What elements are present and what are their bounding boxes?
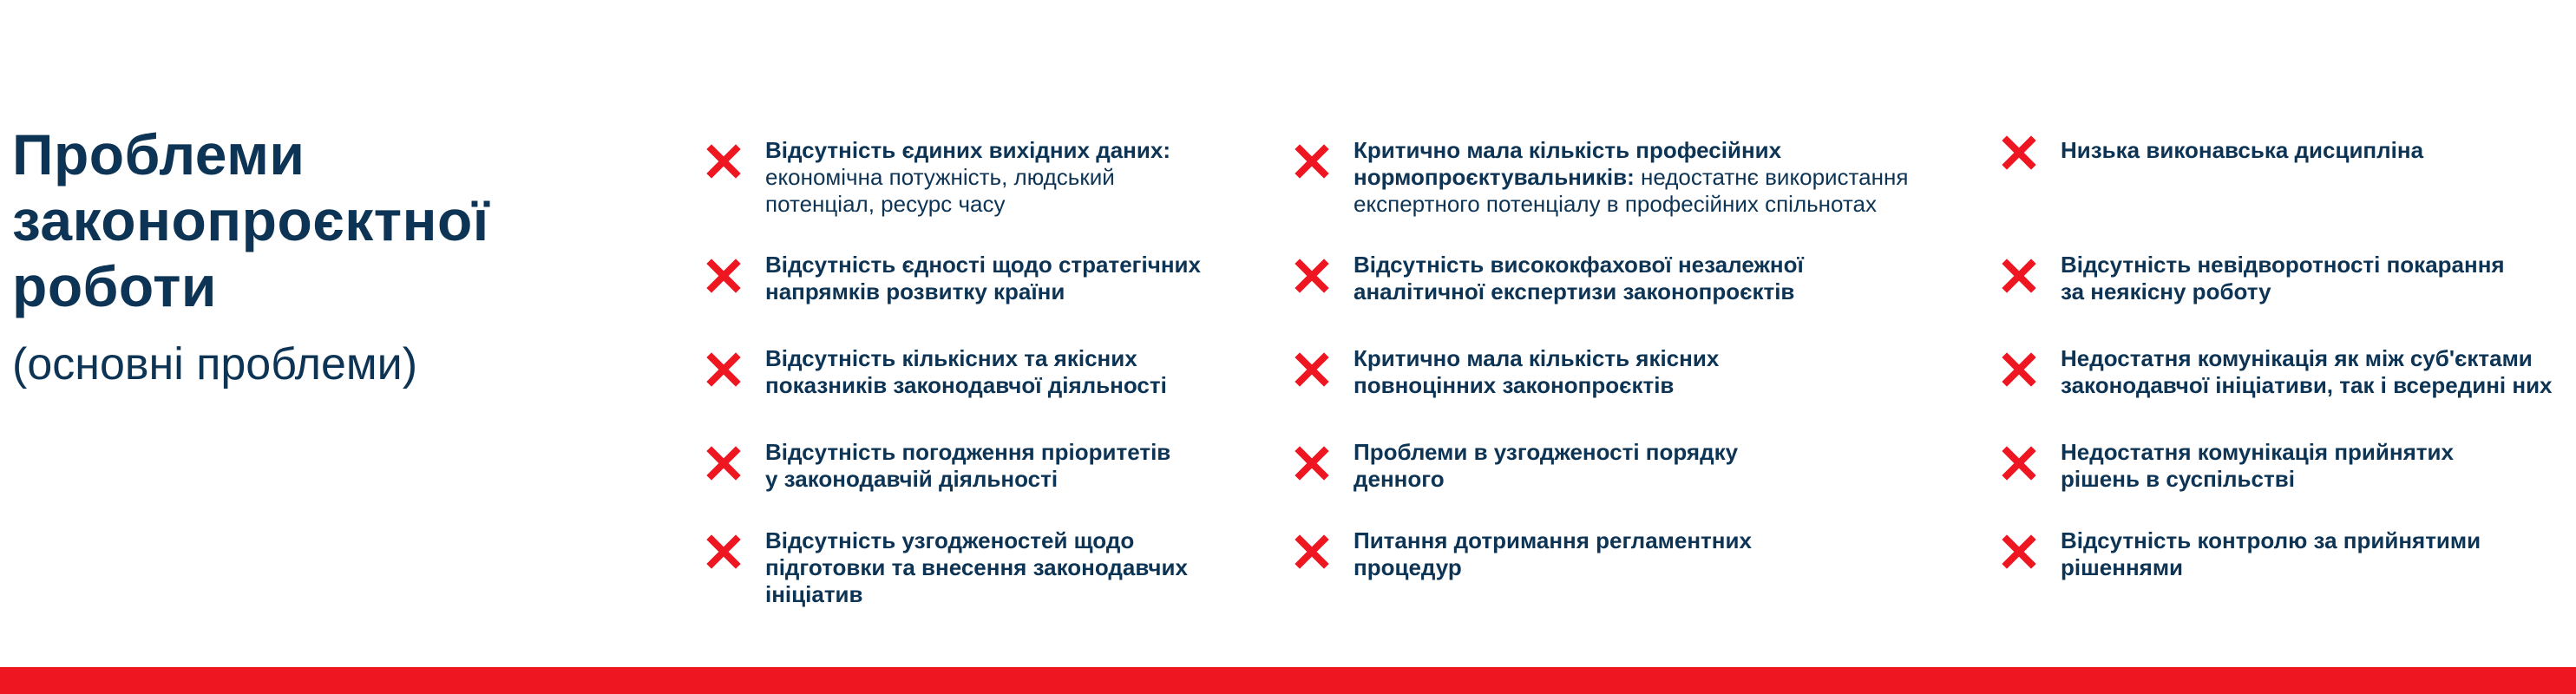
problem-text-bold: Питання дотримання регламентних — [1354, 527, 1752, 553]
page-title-line: роботи — [12, 254, 217, 318]
close-icon — [1293, 444, 1331, 482]
close-icon — [2000, 533, 2038, 571]
close-icon — [1293, 533, 1331, 571]
close-icon — [1293, 350, 1331, 389]
problem-text-bold: Відсутність єдиних вихідних даних: — [765, 137, 1170, 163]
problem-text-bold: нормопроєктувальників: — [1354, 164, 1635, 190]
problem-text-regular: економічна потужність, людський — [765, 164, 1115, 190]
problem-text — [1354, 439, 1738, 493]
problem-text-line — [2061, 466, 2454, 493]
title-block — [12, 121, 619, 390]
problem-text — [2061, 527, 2481, 581]
problem-text-bold: Відсутність висококфахової незалежної — [1354, 252, 1804, 278]
page-title — [12, 121, 619, 319]
problem-text — [2061, 137, 2423, 164]
problem-text-line — [1354, 466, 1738, 493]
problem-text-line — [765, 554, 1188, 581]
page-title-line: Проблеми — [12, 122, 305, 187]
close-icon — [705, 257, 743, 295]
problem-text-bold: Відсутність невідворотності покарання — [2061, 252, 2505, 278]
problem-text-line — [1354, 439, 1738, 466]
close-icon — [2000, 444, 2038, 482]
problem-text-regular: експертного потенціалу в професійних спільнотах — [1354, 191, 1877, 217]
problem-text-line — [1354, 527, 1752, 554]
page-title-line: законопроєктної — [12, 188, 489, 252]
close-icon — [2000, 134, 2038, 172]
close-icon — [2000, 350, 2038, 389]
problem-text-line — [1354, 345, 1719, 372]
problem-text-line — [2061, 554, 2481, 581]
problem-text-bold: Відсутність погодження пріоритетів — [765, 439, 1171, 465]
problem-text-bold: показників законодавчої діяльності — [765, 372, 1167, 398]
problem-text-line — [2061, 278, 2505, 305]
problem-text-bold: аналітичної експертизи законопроєктів — [1354, 278, 1795, 304]
problem-text-line — [2061, 137, 2423, 164]
close-icon — [1293, 142, 1331, 180]
problem-text-line — [765, 527, 1188, 554]
page-subtitle: (основні проблеми) — [12, 339, 418, 390]
problem-text-line — [1354, 164, 1908, 191]
problem-text — [2061, 439, 2454, 493]
problem-text-bold: Відсутність єдності щодо стратегічних — [765, 252, 1201, 278]
problem-text-bold: денного — [1354, 466, 1445, 492]
problem-text-regular: потенціал, ресурс часу — [765, 191, 1006, 217]
problem-text — [1354, 527, 1752, 581]
problem-text-line — [1354, 137, 1908, 164]
problem-text-line — [765, 278, 1201, 305]
problem-text-line — [765, 164, 1170, 191]
problem-text-bold: Недостатня комунікація прийнятих — [2061, 439, 2454, 465]
problem-text — [2061, 252, 2505, 305]
close-icon — [1293, 257, 1331, 295]
problem-text-line — [765, 439, 1170, 466]
close-icon — [705, 350, 743, 389]
problem-text-bold: Проблеми в узгодженості порядку — [1354, 439, 1739, 465]
close-icon — [2000, 257, 2038, 295]
problem-text — [765, 137, 1170, 218]
problem-text-bold: за неякісну роботу — [2061, 278, 2271, 304]
problem-text-bold: підготовки та внесення законодавчих — [765, 554, 1188, 580]
close-icon — [705, 533, 743, 571]
problem-text-line — [2061, 252, 2505, 278]
problem-text-line — [2061, 527, 2481, 554]
problem-text-bold: ініціатив — [765, 581, 863, 607]
problem-text-line — [2061, 439, 2454, 466]
problem-text — [1354, 252, 1804, 305]
problem-text-line — [765, 466, 1170, 493]
problem-text-line — [765, 191, 1170, 218]
problem-text-line — [1354, 554, 1752, 581]
problem-text-line — [2061, 345, 2553, 372]
problem-text-bold: у законодавчій діяльності — [765, 466, 1059, 492]
problem-text — [765, 439, 1170, 493]
problem-text-line — [2061, 372, 2553, 399]
problem-text-bold: напрямків розвитку країни — [765, 278, 1065, 304]
problem-text-line — [765, 137, 1170, 164]
problem-text-bold: повноцінних законопроєктів — [1354, 372, 1675, 398]
problem-text-bold: законодавчої ініціативи, так і всередині них — [2061, 372, 2553, 398]
problem-text-bold: Критично мала кількість якісних — [1354, 345, 1720, 371]
footer-accent-bar — [0, 667, 2576, 694]
problem-text-line — [765, 345, 1167, 372]
problem-text-bold: процедур — [1354, 554, 1462, 580]
problem-text-regular: недостатнє використання — [1634, 164, 1909, 190]
close-icon — [705, 142, 743, 180]
problem-text-line — [1354, 191, 1908, 218]
problem-text-bold: Низька виконавська дисципліна — [2061, 137, 2424, 163]
problem-text-line — [765, 581, 1188, 608]
problem-text — [1354, 345, 1719, 399]
problem-text-line — [765, 252, 1201, 278]
problem-text-bold: рішеннями — [2061, 554, 2184, 580]
problem-text-line — [1354, 252, 1804, 278]
problem-text — [765, 527, 1188, 608]
problem-text-line — [765, 372, 1167, 399]
problem-text-bold: Недостатня комунікація як між суб'єктами — [2061, 345, 2533, 371]
problem-text-line — [1354, 372, 1719, 399]
problem-text-line — [1354, 278, 1804, 305]
problem-text-bold: Відсутність контролю за прийнятими — [2061, 527, 2481, 553]
problem-text-bold: Відсутність кількісних та якісних — [765, 345, 1137, 371]
close-icon — [705, 444, 743, 482]
problem-text-bold: Відсутність узгодженостей щодо — [765, 527, 1135, 553]
problem-text-bold: рішень в суспільстві — [2061, 466, 2295, 492]
problem-text — [765, 252, 1201, 305]
problem-text — [1354, 137, 1908, 218]
problem-text-bold: Критично мала кількість професійних — [1354, 137, 1782, 163]
problem-text — [765, 345, 1167, 399]
problem-text — [2061, 345, 2553, 399]
